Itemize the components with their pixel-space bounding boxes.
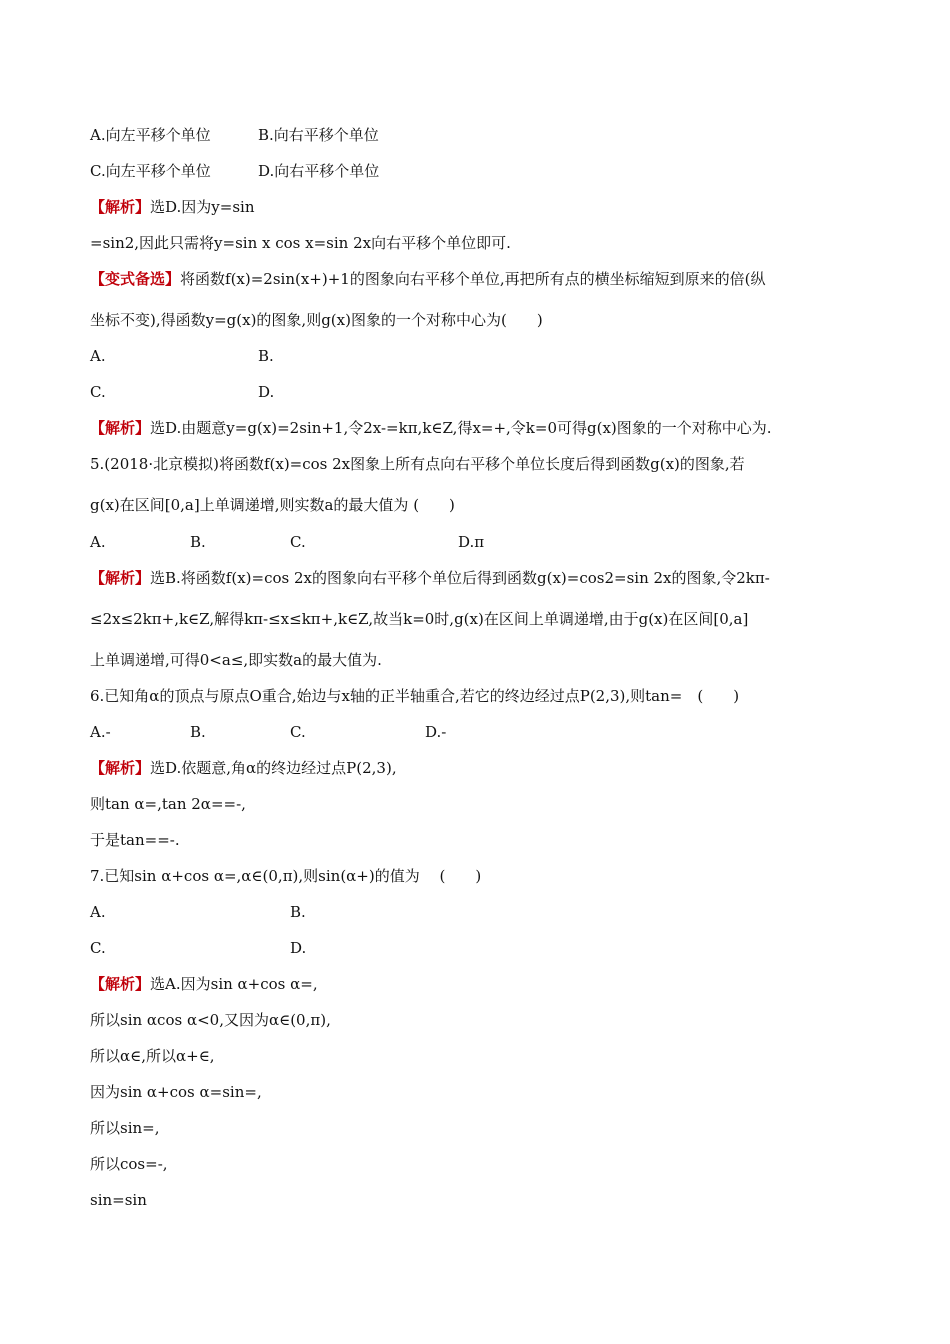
q6-question: 6.已知角α的顶点与原点O重合,始边与x轴的正半轴重合,若它的终边经过点P(2,3),则tan= ( ) [90,687,740,705]
q5-solution-line-1 [90,568,770,588]
variant-option-b: B. [258,347,274,365]
q7-option-d: D. [290,939,307,957]
variant-option-c: C. [90,383,106,401]
q5-solution-line-3: 上单调递增,可得0<a≤,即实数a的最大值为. [90,651,382,669]
variant-option-d: D. [258,383,275,401]
solution-tag: 【解析】 [90,759,151,777]
q4-option-b: B.向右平移个单位 [258,126,379,144]
variant-solution [90,418,772,438]
q6-option-d: D.- [425,723,447,741]
q5-option-b: B. [190,533,206,551]
q5-question-line-1: 5.(2018·北京模拟)将函数f(x)=cos 2x图象上所有点向右平移个单位长度后得到函数g(x)的图象,若 [90,455,745,473]
q7-option-b: B. [290,903,306,921]
q7-solution-line-5: 所以sin=, [90,1119,160,1137]
q7-solution-line-1 [90,974,318,994]
q7-solution-line-2: 所以sin αcos α<0,又因为α∈(0,π), [90,1011,331,1029]
variant-solution-text: 选D.由题意y=g(x)=2sin+1,令2x-=kπ,k∈Z,得x=+,令k=0可得g(x)图象的一个对称中心为. [150,419,772,437]
q4-solution-text-1: 选D.因为y=sin [150,198,255,216]
q6-solution-line-3: 于是tan==-. [90,831,180,849]
variant-question-line-2: 坐标不变),得函数y=g(x)的图象,则g(x)图象的一个对称中心为( ) [90,311,543,329]
solution-tag: 【解析】 [90,975,151,993]
q5-option-d: D.π [458,533,485,551]
q7-solution-line-7: sin=sin [90,1191,147,1209]
q4-solution-line-1 [90,197,254,217]
q7-option-a: A. [90,903,106,921]
q5-option-a: A. [90,533,106,551]
q6-option-a: A.- [90,723,111,741]
q7-option-c: C. [90,939,106,957]
q7-solution-line-4: 因为sin α+cos α=sin=, [90,1083,262,1101]
q7-solution-text-1: 选A.因为sin α+cos α=, [150,975,318,993]
solution-tag: 【解析】 [90,198,151,216]
solution-tag: 【解析】 [90,419,151,437]
q5-option-c: C. [290,533,306,551]
variant-text-1: 将函数f(x)=2sin(x+)+1的图象向右平移个单位,再把所有点的横坐标缩短到原来的倍(纵 [180,270,766,288]
q5-question-line-2: g(x)在区间[0,a]上单调递增,则实数a的最大值为 ( ) [90,496,455,514]
q6-option-c: C. [290,723,306,741]
q4-option-d: D.向右平移个单位 [258,162,380,180]
variant-option-a: A. [90,347,106,365]
q4-option-a: A.向左平移个单位 [90,126,211,144]
q7-solution-line-6: 所以cos=-, [90,1155,168,1173]
q7-solution-line-3: 所以α∈,所以α+∈, [90,1047,215,1065]
q6-solution-text-1: 选D.依题意,角α的终边经过点P(2,3), [150,759,397,777]
variant-tag: 【变式备选】 [90,270,181,288]
q6-option-b: B. [190,723,206,741]
solution-tag: 【解析】 [90,569,151,587]
q7-question: 7.已知sin α+cos α=,α∈(0,π),则sin(α+)的值为 ( ) [90,867,482,885]
q4-solution-line-2: =sin2,因此只需将y=sin x cos x=sin 2x向右平移个单位即可. [90,234,511,252]
q4-option-c: C.向左平移个单位 [90,162,211,180]
variant-question-line-1 [90,269,765,289]
q5-solution-line-2: ≤2x≤2kπ+,k∈Z,解得kπ-≤x≤kπ+,k∈Z,故当k=0时,g(x)在区间上单调递增,由于g(x)在区间[0,a] [90,610,749,628]
q6-solution-line-1 [90,758,397,778]
q6-solution-line-2: 则tan α=,tan 2α==-, [90,795,246,813]
q5-solution-text-1: 选B.将函数f(x)=cos 2x的图象向右平移个单位后得到函数g(x)=cos2=sin 2x的图象,令2kπ- [150,569,770,587]
